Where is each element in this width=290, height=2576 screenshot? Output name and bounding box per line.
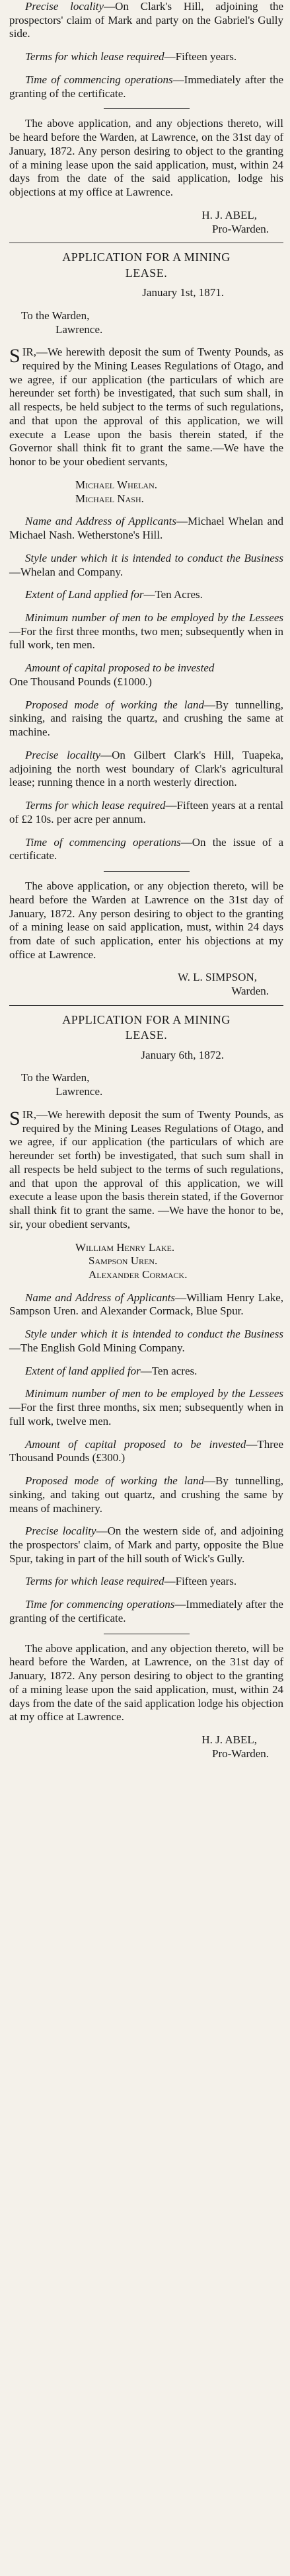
app1-time: Time of commencing operations—On the issue of a certificate. <box>9 835 283 862</box>
section-rule <box>9 1005 283 1006</box>
app1-men: Minimum number of men to be employed by the Lessees—For the first three months, two men; subsequently when in full work, ten men. <box>9 611 283 652</box>
app1-terms: Terms for which lease required—Fifteen years at a rental of £2 10s. per acre per annum. <box>9 799 283 825</box>
app1-date: January 1st, 1871. <box>142 286 224 299</box>
divider <box>104 871 190 872</box>
app1-name2: Michael Nash. <box>75 492 144 505</box>
top-terms: Terms for which lease required—Fifteen years. <box>25 50 237 63</box>
app2-title: APPLICATION FOR A MINING LEASE. <box>62 1012 231 1042</box>
app1-names: Name and Address of Applicants—Michael Whelan and Michael Nash. Wetherstone's Hill. <box>9 515 283 542</box>
dropcap: S <box>9 1107 20 1129</box>
app1-signer: W. L. SIMPSON, <box>178 971 257 984</box>
top-notice: The above application, and any objections thereto, will be heard before the Warden, at Lawrence, on the 31st day of January, 1872. Any person desiring to object to the granting of a mining lease upon the said application, must, within 24 days from the date of the said application, lodge his objections at my office at Lawrence. <box>9 117 283 199</box>
app1-extent: Extent of Land applied for—Ten Acres. <box>25 588 203 601</box>
app2-name2: Sampson Uren. <box>89 1254 158 1268</box>
app2-time: Time for commencing operations—Immediately after the granting of the certificate. <box>9 1598 283 1624</box>
app2-to: To the Warden, <box>21 1071 90 1084</box>
app2-signer-title: Pro-Warden. <box>212 1747 269 1760</box>
app2-style: Style under which it is intended to conduct the Business—The English Gold Mining Company. <box>9 1328 283 1354</box>
app1-to: To the Warden, <box>21 309 90 322</box>
app1-style: Style under which it is intended to conduct the Business—Whelan and Company. <box>9 551 283 578</box>
dropcap: S <box>9 345 20 367</box>
app2-terms: Terms for which lease required—Fifteen years. <box>25 1575 237 1588</box>
divider <box>104 108 190 109</box>
app2-name3: Alexander Cormack. <box>89 1268 188 1281</box>
app2-body: SIR,—We herewith deposit the sum of Twenty Pounds, as required by the Mining Leases Regulations of Otago, and we agree, if our application (the particulars of which are hereunder set forth) be investigated, that such sum shall in all respects be held subject to the terms of such regulations, and that upon the approval of this application, we will execute a lease upon the basis therein stated, if the Governor shall think fit to grant the same. —We have the honor to be, sir, your obedient servants, <box>9 1107 283 1231</box>
app2-locality: Precise locality—On the western side of, and adjoining the prospectors' claim, of Mark and party, opposite the Blue Spur, taking in part of the hill south of Wick's Gully. <box>9 1525 284 1565</box>
app2-name1: William Henry Lake. <box>75 1240 175 1254</box>
app1-to-place: Lawrence. <box>55 322 103 336</box>
app1-capital: Amount of capital proposed to be invested One Thousand Pounds (£1000.) <box>9 662 215 688</box>
app2-mode: Proposed mode of working the land—By tunnelling, sinking, and taking out quartz, and crushing the same by means of machinery. <box>9 1474 284 1515</box>
app2-to-place: Lawrence. <box>55 1085 103 1098</box>
top-signer: H. J. ABEL, <box>201 208 257 221</box>
app1-notice: The above application, or any objection thereto, will be heard before the Warden at Lawrence on the 31st day of January, 1872. Any person desiring to object to the granting of a mining lease on said application, must, within 24 days from date of such application, enter his objections at my office at Lawrence. <box>9 880 283 961</box>
app2-capital: Amount of capital proposed to be invested—Three Thousand Pounds (£300.) <box>9 1437 283 1464</box>
top-time: Time of commencing operations—Immediately after the granting of the certificate. <box>9 73 283 100</box>
top-locality: Precise locality—On Clark's Hill, adjoining the prospectors' claim of Mark and party on the Gabriel's Gully side. <box>9 0 284 40</box>
app1-mode: Proposed mode of working the land—By tunnelling, sinking, and raising the quartz, and crushing the same at machine. <box>9 698 284 739</box>
app1-title: APPLICATION FOR A MINING LEASE. <box>62 250 231 280</box>
top-signer-title: Pro-Warden. <box>212 222 269 235</box>
app1-body: SIR,—We herewith deposit the sum of Twenty Pounds, as required by the Mining Leases Regulations of Otago, and we agree, if our application (the particulars of which are hereunder set forth) be investigated, that such sum shall, in all respects, be held subject to the terms of such regulations, and that upon the approval of this application, we will execute a Lease upon the basis therein stated, if the Governor shall think fit to grant the same.—We have the honor to be your obedient servants, <box>9 345 283 469</box>
app2-names: Name and Address of Applicants—William Henry Lake, Sampson Uren. and Alexander Cormack, Blue Spur. <box>9 1291 284 1318</box>
app1-name1: Michael Whelan. <box>75 478 158 491</box>
app2-men: Minimum number of men to be employed by the Lessees—For the first three months, six men; subsequently when in full work, twelve men. <box>9 1387 283 1427</box>
app2-notice: The above application, and any objection thereto, will be heard before the Warden, at Lawrence, on the 31st day of January, 1872. Any person desiring to object to the granting of a mining lease upon the said application, must, within 24 days from the date of the said application lodge his objection at my office at Lawrence. <box>9 1642 283 1724</box>
app1-locality: Precise locality—On Gilbert Clark's Hill, Tuapeka, adjoining the north west boundary of Clark's agricultural lease; running thence in a north westerly direction. <box>9 748 283 789</box>
app2-signer: H. J. ABEL, <box>201 1733 257 1747</box>
app2-date: January 6th, 1872. <box>141 1048 224 1061</box>
app2-extent: Extent of land applied for—Ten acres. <box>25 1364 198 1377</box>
app1-signer-title: Warden. <box>231 985 269 998</box>
